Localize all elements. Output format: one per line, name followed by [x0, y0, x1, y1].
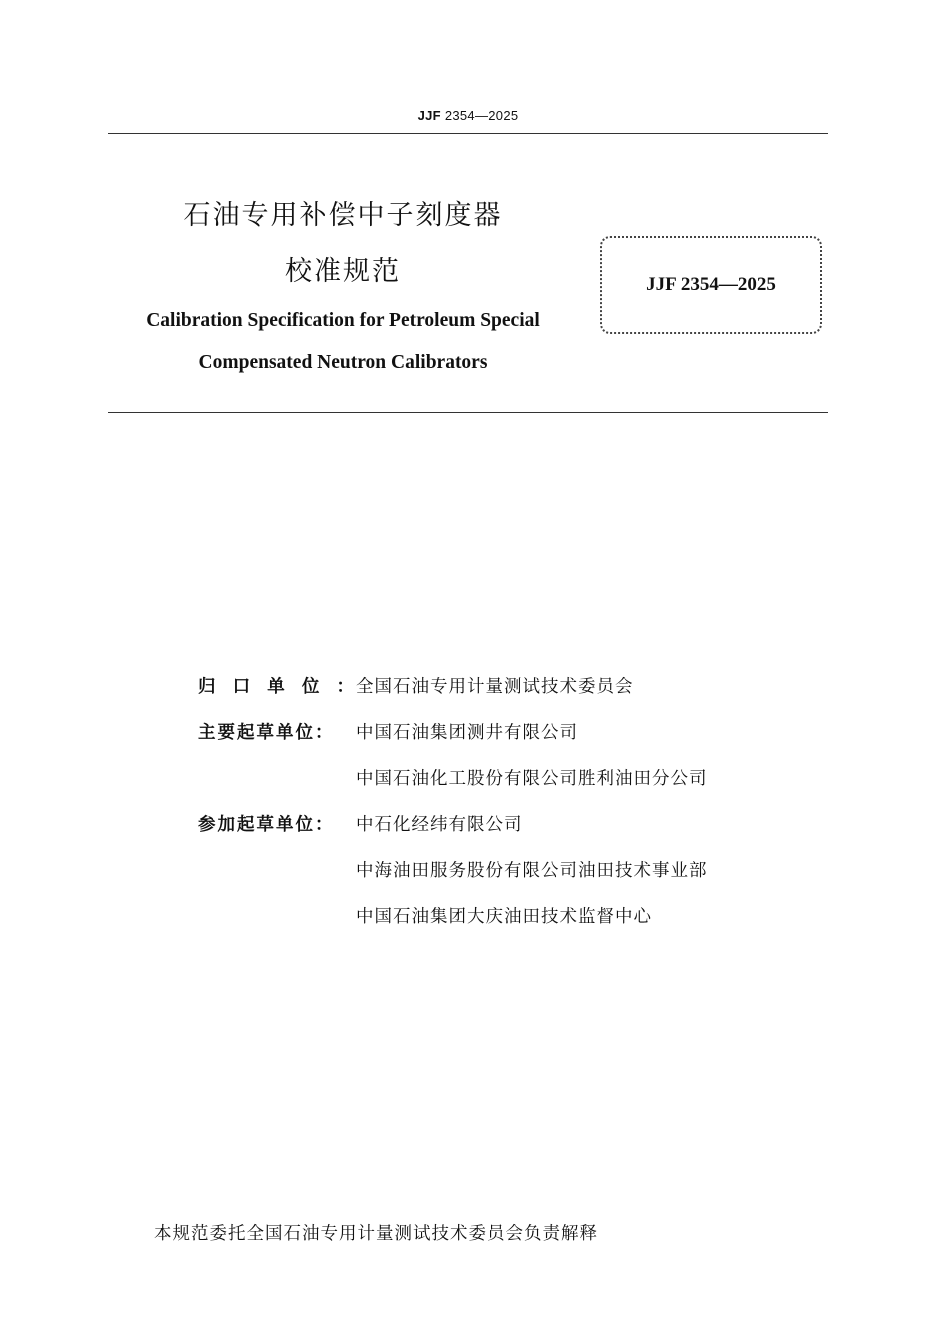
- drafting-units: [198, 676, 818, 952]
- main-drafting-unit-values: [356, 722, 818, 790]
- main-drafting-unit-row: [198, 722, 818, 790]
- header-code-prefix: JJF: [417, 108, 441, 123]
- participating-unit-row: [198, 814, 818, 928]
- top-rule: [108, 133, 828, 134]
- label-char: 位: [301, 677, 320, 697]
- title-en-line1: Calibration Specification for Petroleum Special: [146, 310, 540, 331]
- label-char: ：: [336, 677, 354, 697]
- header-code-number: 2354—2025: [444, 108, 519, 123]
- responsible-unit-label: [198, 676, 356, 698]
- responsible-unit-values: [356, 676, 818, 698]
- label-char: 归: [198, 677, 216, 697]
- label-char: 口: [232, 677, 251, 697]
- unit-name: 全国石油专用计量测试技术委员会: [356, 677, 634, 697]
- responsible-unit-row: [198, 676, 818, 698]
- standard-code-box: [600, 236, 822, 334]
- standard-code: JJF 2354—2025: [646, 274, 776, 295]
- unit-name: 中国石油集团测井有限公司: [356, 723, 578, 743]
- main-drafting-unit-label: 主要起草单位：: [198, 723, 335, 743]
- unit-name: 中国石油化工股份有限公司胜利油田分公司: [356, 769, 708, 789]
- participating-unit-label: 参加起草单位：: [198, 815, 335, 835]
- title-block: [108, 196, 578, 374]
- unit-name: 中国石油集团大庆油田技术监督中心: [356, 907, 652, 927]
- interpretation-note: 本规范委托全国石油专用计量测试技术委员会负责解释: [154, 1224, 598, 1244]
- unit-name: 中石化经纬有限公司: [356, 815, 523, 835]
- unit-name: 中海油田服务股份有限公司油田技术事业部: [356, 861, 708, 881]
- bottom-rule: [108, 412, 828, 413]
- title-en-line2: Compensated Neutron Calibrators: [198, 352, 488, 373]
- label-char: 单: [267, 677, 285, 697]
- title-zh-line2: 校准规范: [285, 256, 401, 287]
- participating-unit-values: [356, 814, 818, 928]
- title-zh-line1: 石油专用补偿中子刻度器: [183, 200, 503, 231]
- running-header: [108, 108, 828, 123]
